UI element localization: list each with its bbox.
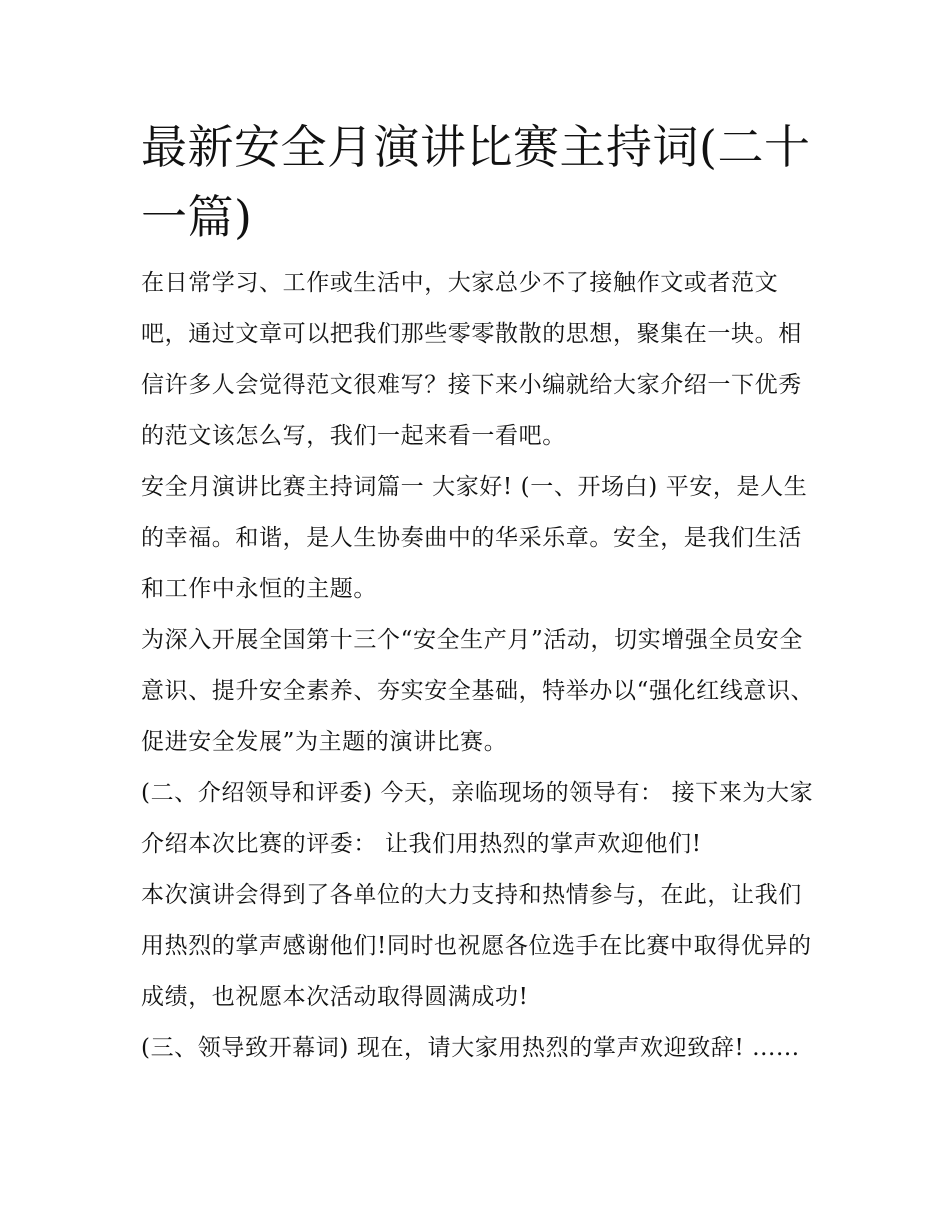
document-title: 最新安全月演讲比赛主持词(二十一篇)	[141, 120, 811, 244]
paragraph-opening-speech: (三、领导致开幕词) 现在，请大家用热烈的掌声欢迎致辞! ......	[141, 1035, 800, 1061]
document-body	[141, 112, 816, 1074]
paragraph-thanks: 本次演讲会得到了各单位的大力支持和热情参与，在此，让我们用热烈的掌声感谢他们!同时也祝愿各位选手在比赛中取得优异的成绩，也祝愿本次活动取得圆满成功!	[141, 882, 812, 1010]
paragraph-introduce-guests: (二、介绍领导和评委) 今天，亲临现场的领导有： 接下来为大家介绍本次比赛的评委： 让我们用热烈的掌声欢迎他们!	[141, 780, 814, 857]
paragraph-opening: 安全月演讲比赛主持词篇一 大家好! (一、开场白) 平安，是人生的幸福。和谐，是人生协奏曲中的华采乐章。安全，是我们生活和工作中永恒的主题。	[141, 474, 808, 602]
paragraph-intro: 在日常学习、工作或生活中，大家总少不了接触作文或者范文吧，通过文章可以把我们那些零零散散的思想，聚集在一块。相信许多人会觉得范文很难写？接下来小编就给大家介绍一下优秀的范文该怎么写，我们一起来看一看吧。	[141, 270, 802, 449]
paragraph-purpose: 为深入开展全国第十三个“安全生产月”活动，切实增强全员安全意识、提升安全素养、夯实安全基础，特举办以“强化红线意识、促进安全发展”为主题的演讲比赛。	[141, 627, 815, 755]
